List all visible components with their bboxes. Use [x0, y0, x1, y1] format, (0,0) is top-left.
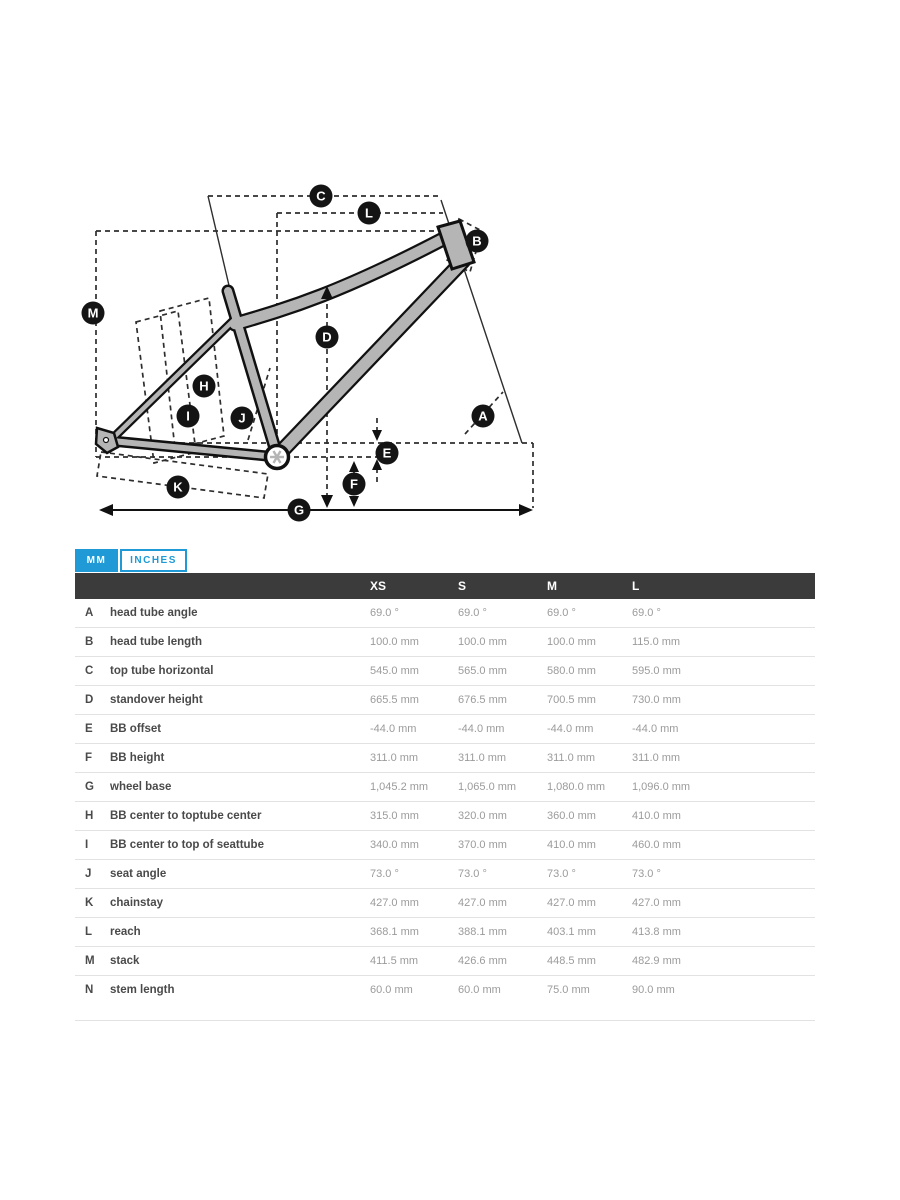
table-row: L reach 368.1 mm 388.1 mm 403.1 mm 413.8 mm	[75, 918, 815, 947]
diagram-label-d	[316, 326, 339, 349]
diagram-label-a	[472, 405, 495, 428]
svg-text:L: L	[365, 205, 373, 221]
svg-text:H: H	[199, 378, 209, 394]
diagram-label-j	[231, 407, 254, 430]
diagram-label-c	[310, 185, 333, 208]
svg-text:A: A	[478, 408, 488, 424]
svg-text:J: J	[238, 410, 246, 426]
table-row: N stem length 60.0 mm 60.0 mm 75.0 mm 90.0 mm	[75, 976, 815, 1021]
diagram-label-k	[167, 476, 190, 499]
svg-text:K: K	[173, 479, 183, 495]
table-row: E BB offset -44.0 mm -44.0 mm -44.0 mm -44.0 mm	[75, 715, 815, 744]
svg-text:G: G	[293, 502, 305, 518]
diagram-label-f	[343, 473, 366, 496]
geometry-table	[75, 573, 815, 1021]
table-row: C top tube horizontal 545.0 mm 565.0 mm 580.0 mm 595.0 mm	[75, 657, 815, 686]
table-row: J seat angle 73.0 ° 73.0 ° 73.0 ° 73.0 °	[75, 860, 815, 889]
table-row: B head tube length 100.0 mm 100.0 mm 100.0 mm 115.0 mm	[75, 628, 815, 657]
bike-frame	[96, 221, 474, 469]
column-header-l: L	[632, 579, 640, 593]
table-header	[75, 573, 815, 599]
svg-text:M: M	[87, 305, 99, 321]
wheelbase-line	[99, 504, 533, 516]
column-header-xs: XS	[370, 579, 387, 593]
table-row: A head tube angle 69.0 ° 69.0 ° 69.0 ° 69.0 °	[75, 599, 815, 628]
tab-inches[interactable]: INCHES	[120, 549, 187, 572]
table-row: D standover height 665.5 mm 676.5 mm 700.5 mm 730.0 mm	[75, 686, 815, 715]
table-row: G wheel base 1,045.2 mm 1,065.0 mm 1,080.0 mm 1,096.0 mm	[75, 773, 815, 802]
column-header-s: S	[458, 579, 467, 593]
diagram-label-b	[466, 230, 489, 253]
diagram-label-g	[288, 499, 311, 522]
svg-text:C: C	[316, 188, 326, 204]
svg-text:B: B	[472, 233, 482, 249]
svg-text:F: F	[350, 476, 358, 492]
diagram-label-e	[376, 442, 399, 465]
diagram-label-l	[358, 202, 381, 225]
svg-text:E: E	[382, 445, 392, 461]
diagram-label-h	[193, 375, 216, 398]
svg-text:I: I	[186, 408, 190, 424]
column-header-m: M	[547, 579, 557, 593]
frame-geometry-diagram	[60, 170, 560, 540]
diagram-label-m	[82, 302, 105, 325]
svg-text:D: D	[322, 329, 332, 345]
table-row: I BB center to top of seattube 340.0 mm 370.0 mm 410.0 mm 460.0 mm	[75, 831, 815, 860]
table-row: M stack 411.5 mm 426.6 mm 448.5 mm 482.9 mm	[75, 947, 815, 976]
table-row: K chainstay 427.0 mm 427.0 mm 427.0 mm 427.0 mm	[75, 889, 815, 918]
unit-tabs	[75, 549, 187, 572]
tab-mm[interactable]: MM	[75, 549, 118, 572]
seat-axis-line	[208, 196, 231, 294]
table-row: F BB height 311.0 mm 311.0 mm 311.0 mm 311.0 mm	[75, 744, 815, 773]
diagram-label-i	[177, 405, 200, 428]
table-row: H BB center to toptube center 315.0 mm 320.0 mm 360.0 mm 410.0 mm	[75, 802, 815, 831]
